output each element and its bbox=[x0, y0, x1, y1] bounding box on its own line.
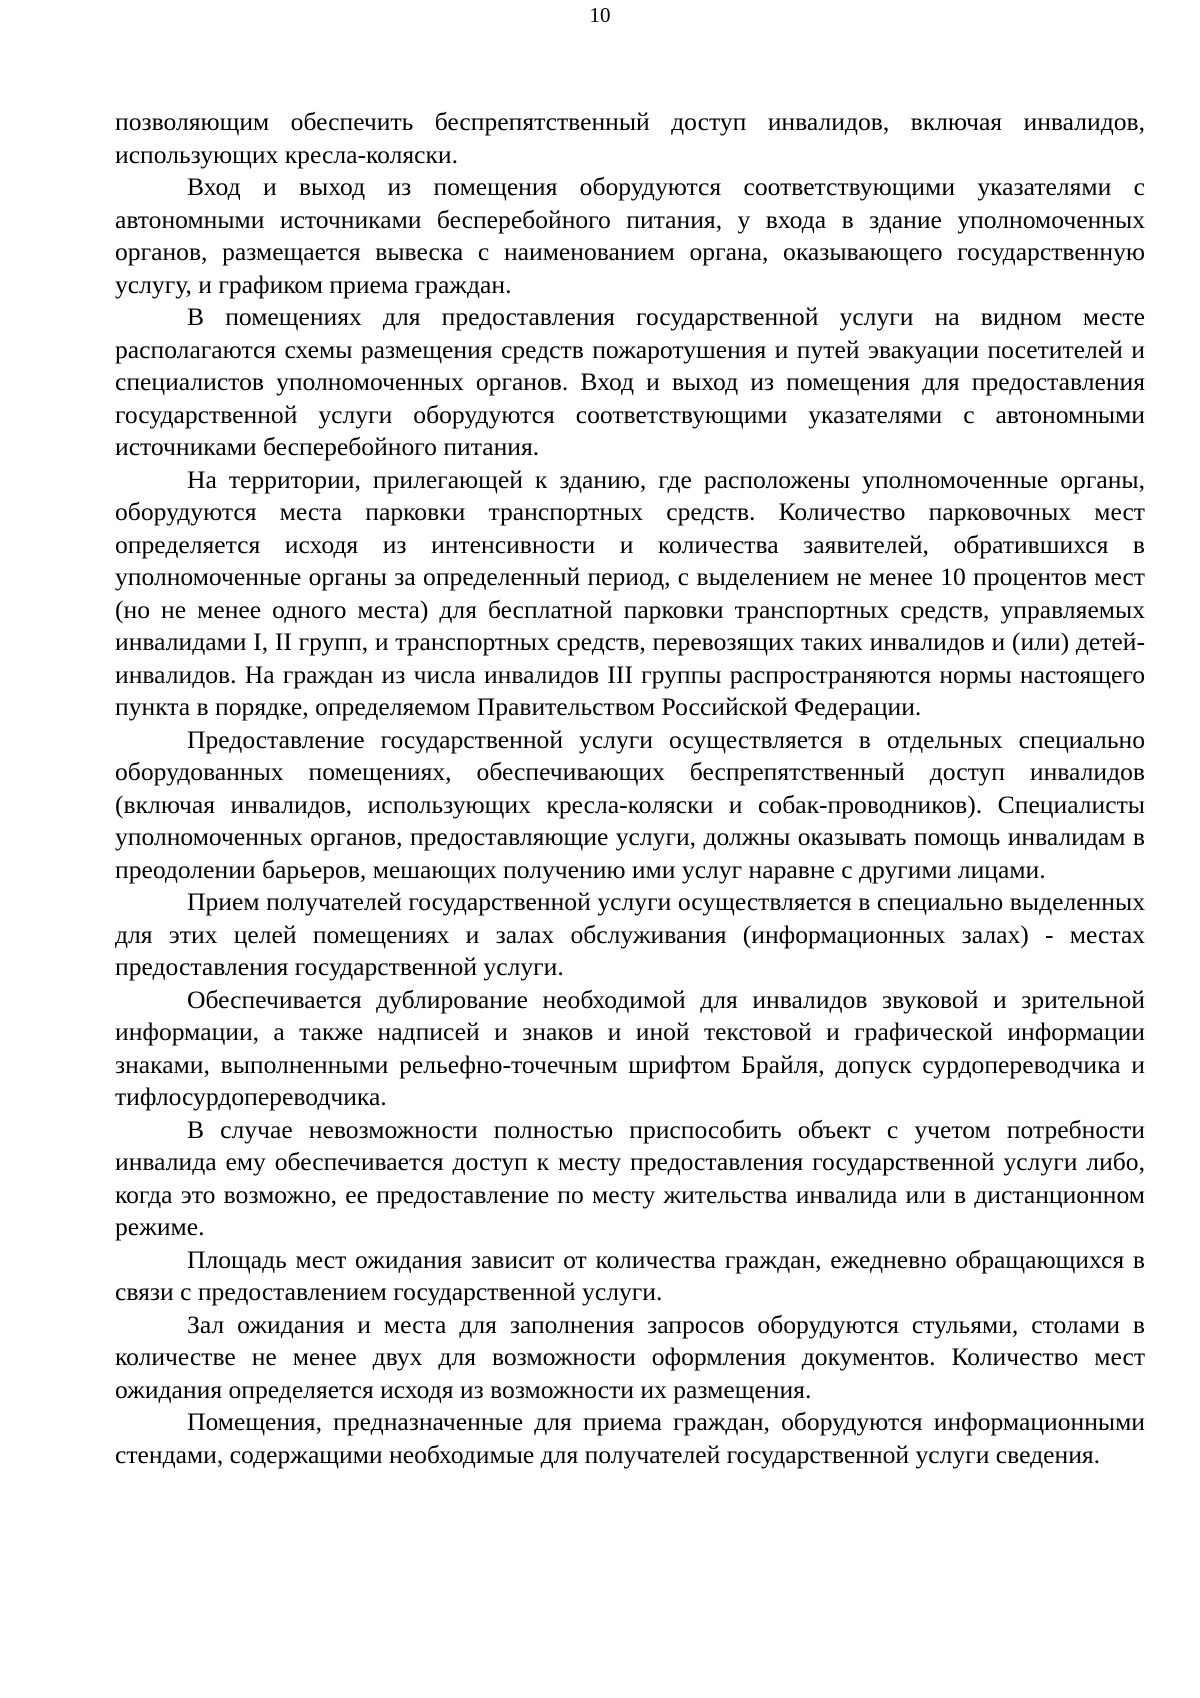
paragraph: На территории, прилегающей к зданию, где расположены уполномоченные органы, оборудуются места парковки транспортных средств. Количество парковочных мест определяется исходя из интенсивности и количества заявителей, обратившихся в уполномоченные органы за определенный период, с выделением не менее 10 процентов мест (но не менее одного места) для бесплатной парковки транспортных средств, управляемых инвалидами I, II групп, и транспортных средств, перевозящих таких инвалидов и (или) детей-инвалидов. На граждан из числа инвалидов III группы распространяются нормы настоящего пункта в порядке, определяемом Правительством Российской Федерации. bbox=[115, 464, 1145, 721]
paragraph: Обеспечивается дублирование необходимой для инвалидов звуковой и зрительной информации, а также надписей и знаков и иной текстовой и графической информации знаками, выполненными рельефно-точечным шрифтом Брайля, допуск сурдопереводчика и тифлосурдопереводчика. bbox=[115, 984, 1145, 1111]
paragraph: В случае невозможности полностью приспособить объект с учетом потребности инвалида ему обеспечивается доступ к месту предоставления государственной услуги либо, когда это возможно, ее предоставление по месту жительства инвалида или в дистанционном режиме. bbox=[115, 1114, 1145, 1241]
paragraph: Помещения, предназначенные для приема граждан, оборудуются информационными стендами, содержащими необходимые для получателей государственной услуги сведения. bbox=[115, 1407, 1145, 1469]
paragraph: Площадь мест ожидания зависит от количества граждан, ежедневно обращающихся в связи с предоставлением государственной услуги. bbox=[115, 1244, 1145, 1306]
page-number: 10 bbox=[589, 3, 611, 27]
document-body bbox=[115, 106, 1145, 1471]
paragraph: Зал ожидания и места для заполнения запросов оборудуются стульями, столами в количестве не менее двух для возможности оформления документов. Количество мест ожидания определяется исходя из возможности их размещения. bbox=[115, 1309, 1145, 1404]
paragraph: позволяющим обеспечить беспрепятственный доступ инвалидов, включая инвалидов, использующих кресла-коляски. bbox=[115, 107, 1145, 169]
paragraph: Прием получателей государственной услуги осуществляется в специально выделенных для этих целей помещениях и залах обслуживания (информационных залах) - местах предоставления государственной услуги. bbox=[115, 887, 1145, 981]
paragraph: Вход и выход из помещения оборудуются соответствующими указателями с автономными источниками бесперебойного питания, у входа в здание уполномоченных органов, размещается вывеска с наименованием органа, оказывающего государственную услугу, и графиком приема граждан. bbox=[115, 172, 1145, 299]
paragraph: В помещениях для предоставления государственной услуги на видном месте располагаются схемы размещения средств пожаротушения и путей эвакуации посетителей и специалистов уполномоченных органов. Вход и выход из помещения для предоставления государственной услуги оборудуются соответствующими указателями с автономными источниками бесперебойного питания. bbox=[115, 302, 1145, 461]
paragraph: Предоставление государственной услуги осуществляется в отдельных специально оборудованных помещениях, обеспечивающих беспрепятственный доступ инвалидов (включая инвалидов, использующих кресла-коляски и собак-проводников). Специалисты уполномоченных органов, предоставляющие услуги, должны оказывать помощь инвалидам в преодолении барьеров, мешающих получению ими услуг наравне с другими лицами. bbox=[115, 724, 1145, 884]
